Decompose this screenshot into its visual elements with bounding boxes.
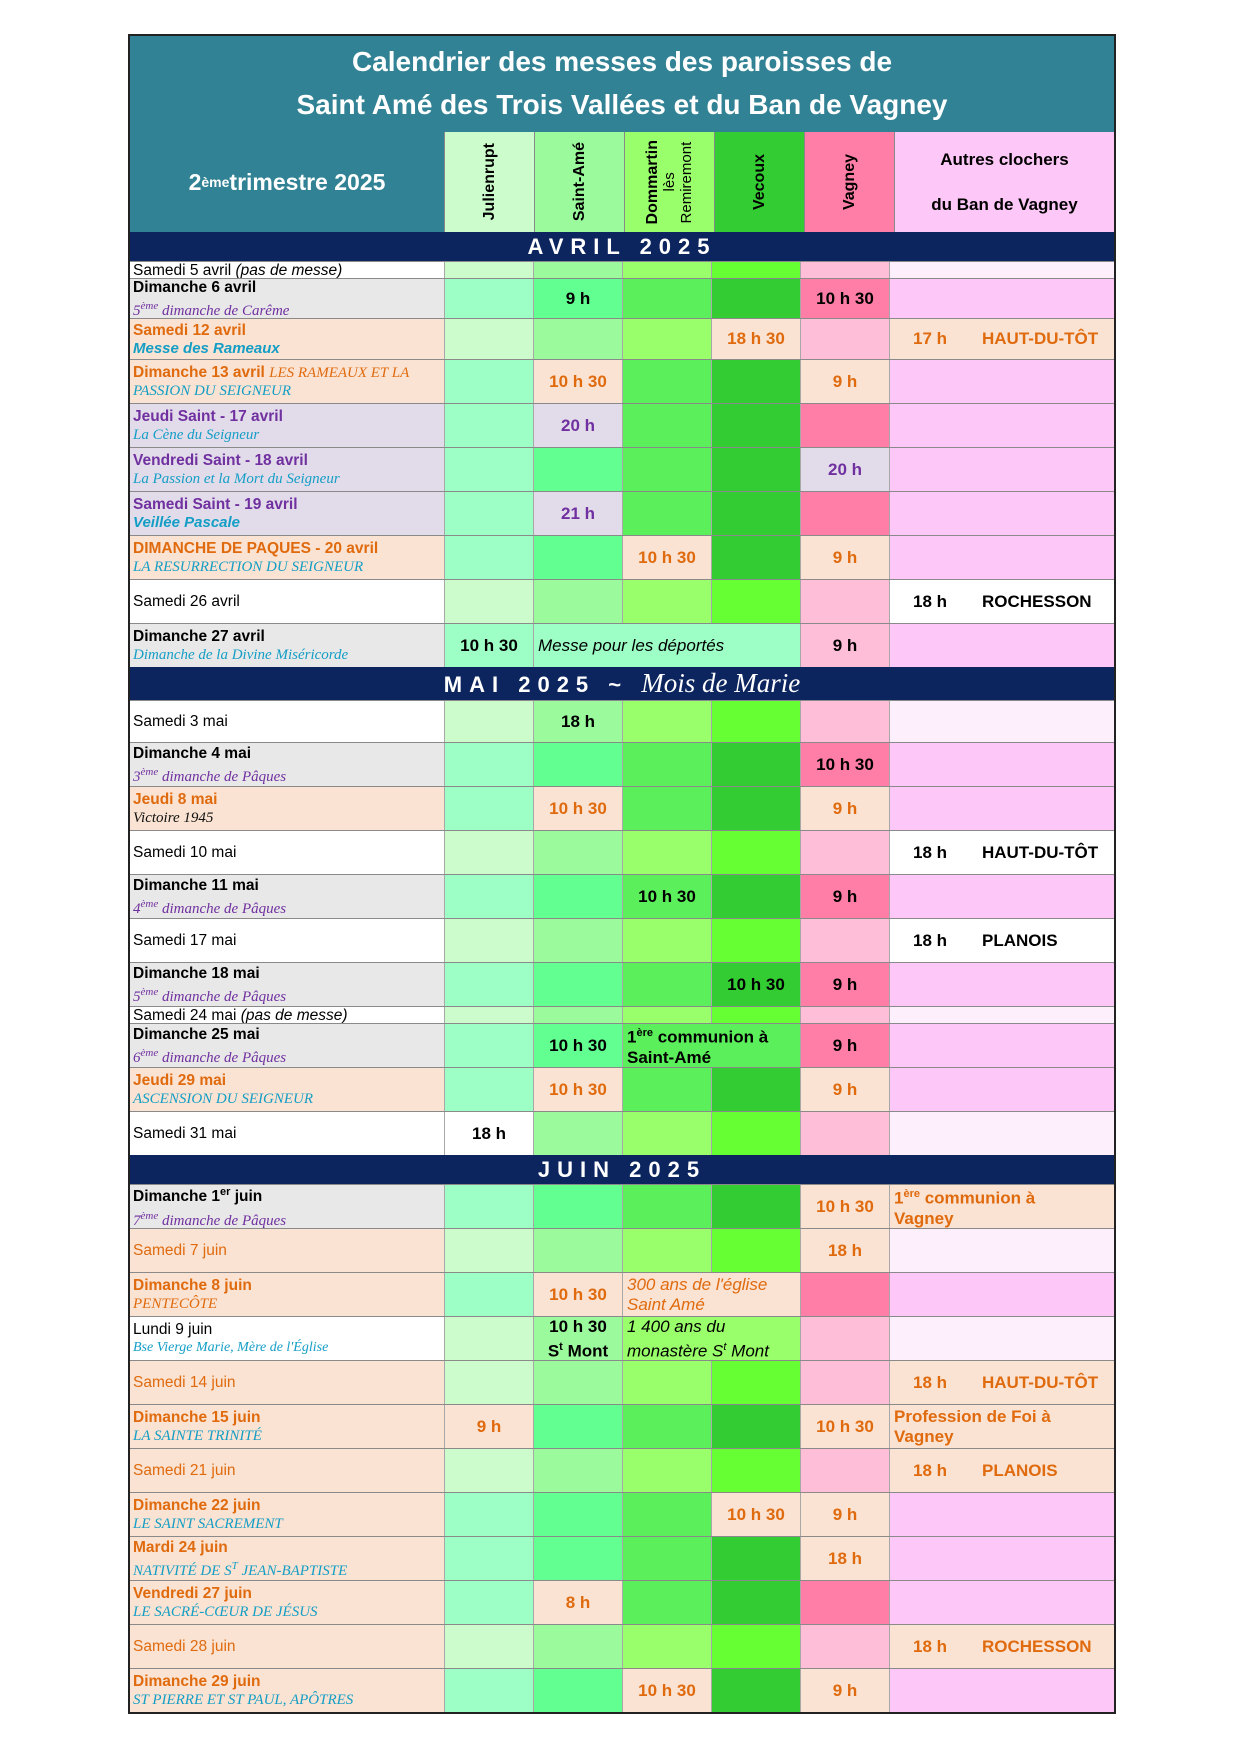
table-row: Samedi 17 mai 18 h PLANOIS: [130, 918, 1114, 962]
trimester-label: 2 ème trimestre 2025: [130, 132, 444, 232]
table-row: Dimanche 8 juin PENTECÔTE 10 h 30 300 ans de l'église Saint Amé: [130, 1272, 1114, 1316]
table-row: Samedi 24 mai (pas de messe): [130, 1006, 1114, 1023]
title-line-1: Calendrier des messes des paroisses de: [351, 46, 893, 77]
table-row: Dimanche 11 mai 4ème dimanche de Pâques 10 h 30 9 h: [130, 874, 1114, 918]
table-row: Mardi 24 juin NATIVITÉ DE $S^T$ JEAN-BAPTISTE 18 h: [130, 1536, 1114, 1580]
table-row: Dimanche 13 avril LES RAMEAUX ET LA PASSION DU SEIGNEUR 10 h 30 9 h: [130, 359, 1114, 403]
table-row: Dimanche 25 mai 6ème dimanche de Pâques 10 h 30 1ère communion à Saint-Amé 9 h: [130, 1023, 1114, 1067]
page-title: [130, 36, 1114, 132]
table-row: Dimanche 6 avril 5ème dimanche de Carême 9 h 10 h 30: [130, 278, 1114, 318]
table-header: [130, 132, 1114, 232]
table-row: Samedi 28 juin 18 h ROCHESSON: [130, 1624, 1114, 1668]
table-row: Dimanche 18 mai 5ème dimanche de Pâques 10 h 30 9 h: [130, 962, 1114, 1006]
table-row: Dimanche 22 juin LE SAINT SACREMENT 10 h 30 9 h: [130, 1492, 1114, 1536]
title-line-2: Saint Amé des Trois Vallées et du Ban de Vagney: [296, 89, 948, 120]
table-row: Vendredi 27 juin LE SACRÉ-CŒUR DE JÉSUS 8 h: [130, 1580, 1114, 1624]
table-row: Dimanche 15 juin LA SAINTE TRINITÉ 9 h 10 h 30 Profession de Foi à Vagney: [130, 1404, 1114, 1448]
mass-calendar: [128, 34, 1116, 1714]
table-row: Lundi 9 juin Bse Vierge Marie, Mère de l'Église 10 h 30 $S^t$ Mont 1 400 ans du monastère $S^t$ Mont: [130, 1316, 1114, 1360]
table-row: Samedi 5 avril (pas de messe): [130, 261, 1114, 278]
col-vagney: Vagney: [804, 132, 894, 232]
table-row: Jeudi Saint - 17 avril La Cène du Seigneur 20 h: [130, 403, 1114, 447]
table-row: Samedi Saint - 19 avril Veillée Pascale 21 h: [130, 491, 1114, 535]
table-row: DIMANCHE DE PAQUES - 20 avril LA RESURRECTION DU SEIGNEUR 10 h 30 9 h: [130, 535, 1114, 579]
table-row: Dimanche 1er juin 7ème dimanche de Pâques 10 h 30 1ère communion à Vagney: [130, 1184, 1114, 1228]
col-julienrupt: Julienrupt: [444, 132, 534, 232]
table-row: Jeudi 29 mai ASCENSION DU SEIGNEUR 10 h 30 9 h: [130, 1067, 1114, 1111]
month-band-avril: AVRIL 2025: [130, 232, 1114, 261]
table-row: Dimanche 4 mai 3ème dimanche de Pâques 10 h 30: [130, 742, 1114, 786]
table-row: Samedi 21 juin 18 h PLANOIS: [130, 1448, 1114, 1492]
col-dommartin: Dommartin lès Remiremont: [624, 132, 714, 232]
col-vecoux: Vecoux: [714, 132, 804, 232]
table-row: Samedi 12 avril Messe des Rameaux 18 h 30 17 h HAUT-DU-TÔT: [130, 318, 1114, 359]
month-band-juin: JUIN 2025: [130, 1155, 1114, 1184]
table-row: Samedi 31 mai 18 h: [130, 1111, 1114, 1155]
table-row: Samedi 3 mai 18 h: [130, 700, 1114, 742]
table-row: Samedi 14 juin 18 h HAUT-DU-TÔT: [130, 1360, 1114, 1404]
col-saint-ame: Saint-Amé: [534, 132, 624, 232]
table-row: Dimanche 27 avril Dimanche de la Divine Miséricorde 10 h 30 Messe pour les déportés 9 h: [130, 623, 1114, 667]
table-row: Vendredi Saint - 18 avril La Passion et la Mort du Seigneur 20 h: [130, 447, 1114, 491]
col-other-churches: Autres clochers du Ban de Vagney: [894, 132, 1114, 232]
table-row: Jeudi 8 mai Victoire 1945 10 h 30 9 h: [130, 786, 1114, 830]
table-row: Samedi 26 avril 18 h ROCHESSON: [130, 579, 1114, 623]
table-row: Samedi 7 juin 18 h: [130, 1228, 1114, 1272]
table-row: Dimanche 29 juin ST PIERRE ET ST PAUL, APÔTRES 10 h 30 9 h: [130, 1668, 1114, 1712]
table-row: Samedi 10 mai 18 h HAUT-DU-TÔT: [130, 830, 1114, 874]
month-band-mai: MAI 2025 ~ Mois de Marie: [130, 667, 1114, 700]
